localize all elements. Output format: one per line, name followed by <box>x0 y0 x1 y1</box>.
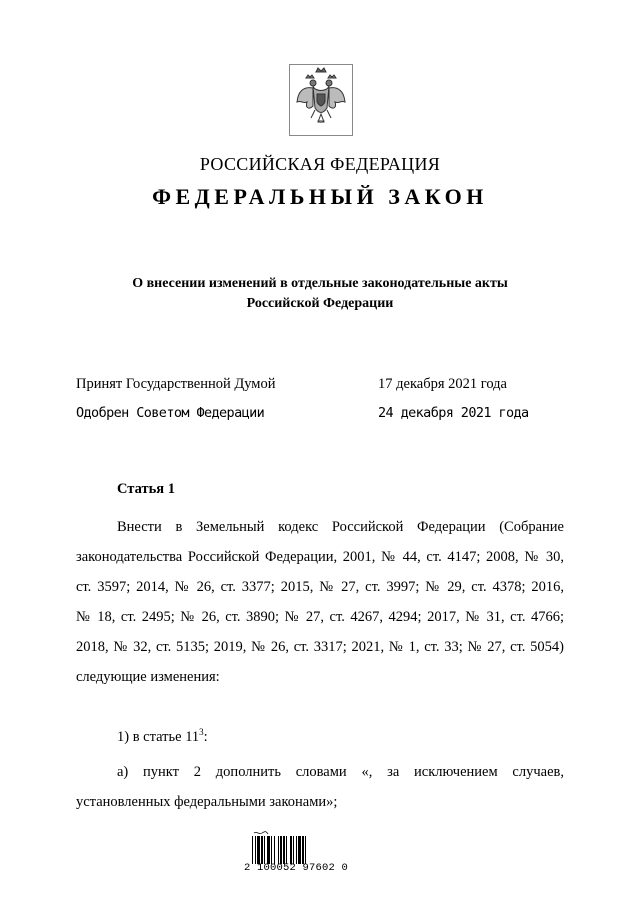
barcode-number: 2 100052 97602 0 <box>244 862 349 874</box>
article-heading: Статья 1 <box>117 481 175 497</box>
paragraph-line: Внести в Земельный кодекс Российской Федерации (Собрание <box>117 519 564 535</box>
article-paragraph <box>76 512 564 692</box>
paragraph-line: № 18, ст. 2495; № 26, ст. 3890; № 27, ст. 4267, 4294; 2017, № 31, ст. 4766; <box>76 609 564 625</box>
law-title-line-1: О внесении изменений в отдельные законодательные акты <box>132 276 508 291</box>
paragraph-line: 2018, № 32, ст. 5135; 2019, № 26, ст. 3317; 2021, № 1, ст. 33; № 27, ст. 5054) <box>76 639 564 655</box>
paragraph-line: ст. 3597; 2014, № 26, ст. 3377; 2015, № 27, ст. 3997; № 29, ст. 4378; 2016, <box>76 579 564 595</box>
subitem-a-line-1: а) пункт 2 дополнить словами «, за исключением случаев, <box>117 764 564 780</box>
approved-label: Одобрен Советом Федерации <box>76 405 265 421</box>
item-1-tail: : <box>203 729 208 745</box>
item-1-text: 1) в статье 11 <box>117 729 200 745</box>
adopted-label: Принят Государственной Думой <box>76 376 276 392</box>
law-title-line-2: Российской Федерации <box>246 296 394 311</box>
subitem-a-line-2: установленных федеральными законами»; <box>76 794 338 810</box>
coat-of-arms-icon <box>289 64 353 136</box>
paragraph-line: следующие изменения: <box>76 669 220 685</box>
law-type: ФЕДЕРАЛЬНЫЙ ЗАКОН <box>152 184 488 209</box>
item-1 <box>117 722 564 752</box>
barcode-icon <box>252 830 336 866</box>
paragraph-line: законодательства Российской Федерации, 2001, № 44, ст. 4147; 2008, № 30, <box>76 549 564 565</box>
item-1-superscript: 3 <box>199 727 204 738</box>
adopted-date: 17 декабря 2021 года <box>378 376 507 392</box>
subitem-a <box>76 757 564 817</box>
approved-date: 24 декабря 2021 года <box>378 405 529 421</box>
law-title <box>0 274 640 314</box>
country-name: РОССИЙСКАЯ ФЕДЕРАЦИЯ <box>199 154 441 174</box>
